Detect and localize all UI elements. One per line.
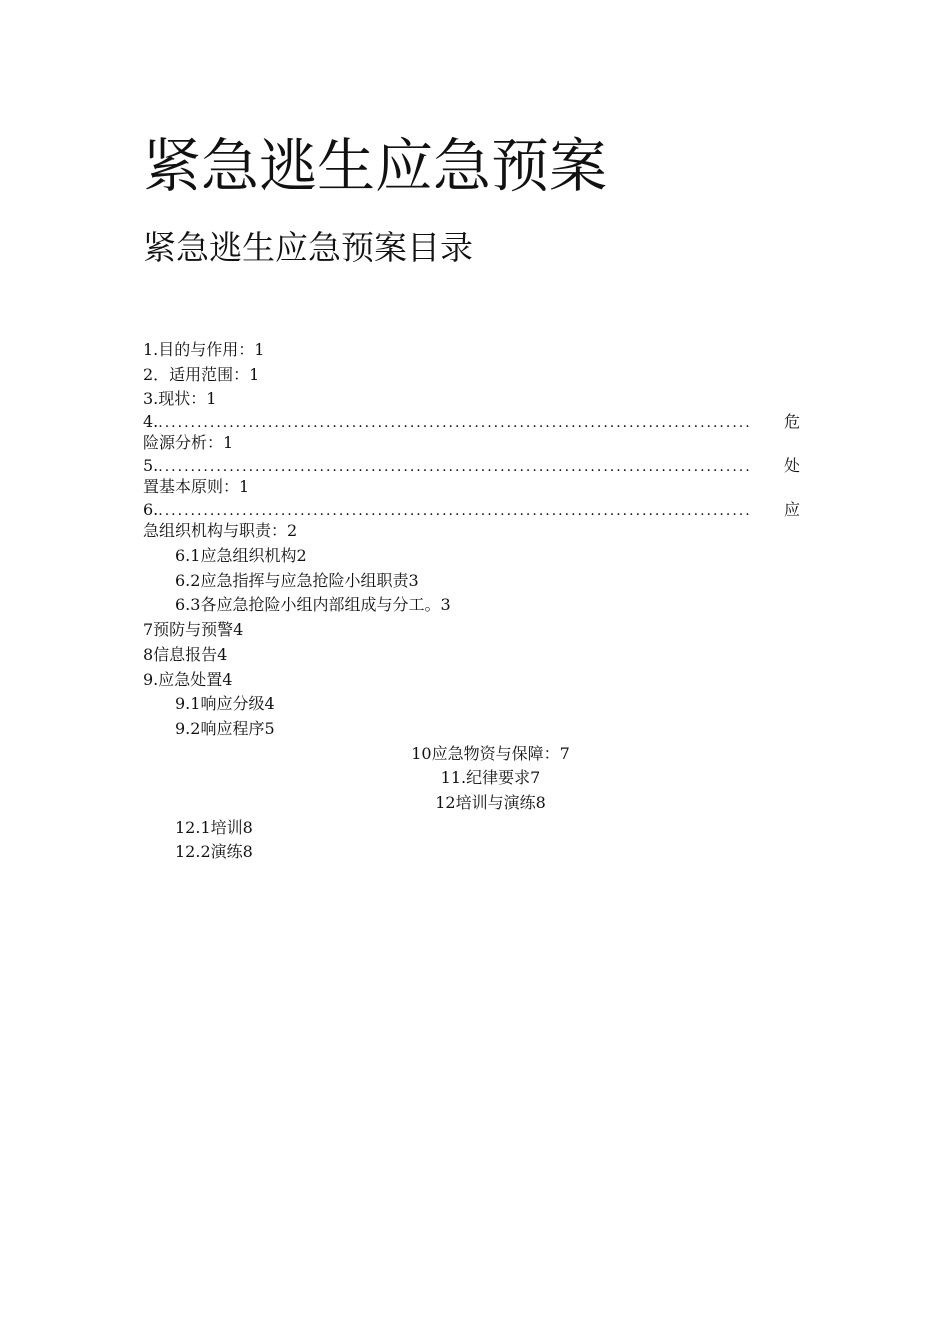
toc-entry-9[interactable]: 9.应急处置4 (143, 669, 233, 689)
toc-heading: 紧急逃生应急预案目录 (143, 228, 473, 267)
toc-entry-6[interactable] (143, 500, 800, 544)
toc-entry-6-number: 6. (143, 500, 159, 520)
toc-entry-8[interactable]: 8信息报告4 (143, 644, 228, 664)
dot-leader: ............................................................................................ (158, 459, 752, 476)
toc-entry-7[interactable]: 7预防与预警4 (143, 620, 244, 640)
table-of-contents (143, 338, 800, 865)
toc-entry-6-1[interactable]: 6.1应急组织机构2 (175, 546, 307, 566)
toc-entry-12-1[interactable]: 12.1培训8 (175, 817, 253, 837)
toc-entry-1[interactable]: 1.目的与作用：1 (143, 340, 265, 359)
document-title: 紧急逃生应急预案 (143, 132, 608, 200)
toc-entry-6-2[interactable]: 6.2应急指挥与应急抢险小组职责3 (175, 570, 419, 590)
toc-entry-5-tail: 处 (783, 456, 800, 476)
toc-entry-3[interactable]: 3.现状：1 (143, 389, 217, 409)
toc-entry-12[interactable]: 12培训与演练8 (435, 792, 546, 812)
toc-entry-12-2[interactable]: 12.2演练8 (175, 842, 253, 862)
toc-entry-4[interactable] (143, 412, 800, 456)
toc-entry-5[interactable] (143, 456, 800, 500)
toc-entry-11[interactable]: 11.纪律要求7 (440, 768, 541, 788)
toc-entry-4-number: 4. (143, 412, 159, 432)
toc-entry-5-continuation: 置基本原则：1 (143, 477, 250, 497)
toc-entry-10[interactable]: 10应急物资与保障：7 (411, 743, 570, 763)
toc-entry-2[interactable]: 2．适用范围：1 (143, 364, 260, 384)
toc-entry-6-tail: 应 (783, 500, 800, 520)
toc-entry-4-tail: 危 (783, 412, 800, 432)
toc-entry-6-continuation: 急组织机构与职责：2 (143, 521, 298, 541)
toc-entry-9-2[interactable]: 9.2响应程序5 (175, 718, 275, 738)
toc-entry-9-1[interactable]: 9.1响应分级4 (175, 694, 275, 714)
dot-leader: ............................................................................................ (158, 415, 752, 432)
toc-entry-4-continuation: 险源分析：1 (143, 433, 234, 453)
dot-leader: ............................................................................................ (158, 503, 752, 520)
toc-entry-5-number: 5. (143, 456, 159, 476)
toc-entry-6-3[interactable]: 6.3各应急抢险小组内部组成与分工。3 (175, 595, 451, 615)
